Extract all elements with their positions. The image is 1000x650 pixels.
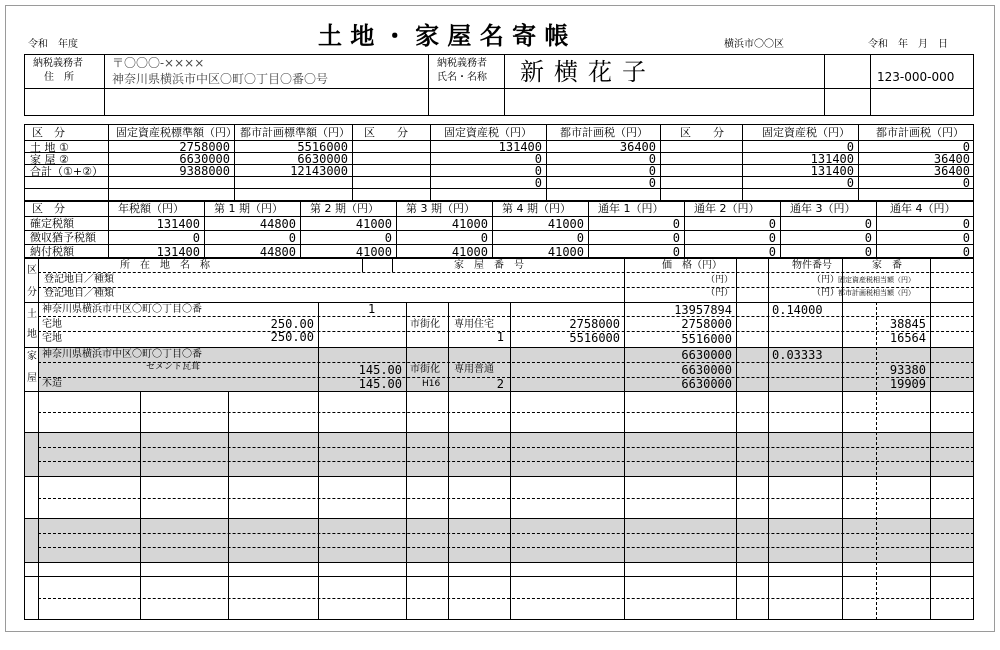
land-use: 専用住宅	[454, 319, 494, 330]
land-t2: 16564	[889, 331, 926, 345]
name-label1: 納税義務者	[437, 58, 487, 69]
hdr-price: 価 格（円）	[662, 260, 722, 271]
house-use: 専用普通	[454, 364, 494, 375]
land-rate: 0.14000	[772, 303, 823, 317]
inst-r1-c7: 0	[864, 231, 872, 245]
land-no: 1	[368, 302, 376, 316]
house-structure: 木造	[42, 378, 62, 389]
inst-h4: 第 3 期（円）	[406, 202, 475, 215]
inst-r2-c5: 0	[672, 245, 680, 259]
taxpayer-label1: 納税義務者	[33, 58, 83, 69]
date-label: 令和 年 月 日	[868, 39, 948, 50]
inst-r1-c1: 0	[288, 231, 296, 245]
sum-r2-base: 9388000	[179, 164, 230, 178]
land-price: 13957894	[674, 303, 732, 317]
sum-h7: 固定資産税（円）	[762, 126, 850, 139]
inst-r0-c8: 0	[962, 217, 970, 231]
inst-r2-c6: 0	[768, 245, 776, 259]
land-t1: 38845	[889, 317, 926, 331]
sum-h0: 区 分	[32, 126, 65, 139]
hdr-yen4: （円）	[812, 288, 840, 298]
sum-r1-city-base: 6630000	[297, 152, 348, 166]
land-count: 1	[496, 330, 504, 344]
hdr-yen3: （円）	[812, 275, 840, 285]
taxpayer-address: 神奈川県横浜市中区〇町〇丁目〇番〇号	[112, 72, 329, 86]
inst-r0-c0: 131400	[156, 217, 200, 231]
sum-r2-city-tax: 0	[648, 164, 656, 178]
hdr-city-equiv: 都市計画税相当額（円）	[838, 289, 915, 297]
sum-r0-label: 土 地 ①	[30, 141, 69, 154]
office-name: 横浜市〇〇区	[724, 39, 784, 50]
inst-h6: 通年 1（円）	[598, 202, 664, 215]
inst-r1-label: 徴収猶予税額	[30, 231, 96, 244]
house-rate: 0.03333	[772, 348, 823, 362]
inst-r2-c4: 41000	[547, 245, 584, 259]
postal-code: 〒〇〇〇-××××	[112, 56, 205, 70]
house-built: H16	[422, 379, 441, 389]
sum-r0-city-tax: 36400	[619, 140, 656, 154]
hdr-kaban: 家 番	[872, 260, 902, 271]
land-cat2: 宅地	[42, 333, 62, 344]
sum-r1-label: 家 屋 ②	[30, 153, 69, 166]
land-v2: 5516000	[569, 331, 620, 345]
side-chi: 地	[27, 329, 37, 340]
sum-h4: 固定資産税（円）	[444, 126, 532, 139]
inst-r2-c0: 131400	[156, 245, 200, 259]
sum-h1: 固定資産税標準額（円）	[116, 126, 237, 139]
land-p1: 2758000	[681, 317, 732, 331]
sum-r2-city-base: 12143000	[290, 164, 348, 178]
inst-r0-c3: 41000	[451, 217, 488, 231]
house-roof: セメント瓦葺	[146, 362, 201, 372]
land-area1: 250.00	[270, 317, 314, 331]
hdr-fixed-equiv: 固定資産税相当額（円）	[838, 276, 915, 284]
hdr-yen1: （円）	[706, 275, 734, 285]
house-t2: 19909	[889, 377, 926, 391]
name-label2: 氏名・名称	[437, 72, 487, 83]
hdr-yen2: （円）	[706, 288, 734, 298]
side-ku: 区	[27, 265, 37, 276]
inst-r2-c7: 0	[864, 245, 872, 259]
inst-r1-c5: 0	[672, 231, 680, 245]
side-ie: 家	[27, 351, 37, 362]
inst-h7: 通年 2（円）	[694, 202, 760, 215]
inst-r2-c1: 44800	[259, 245, 296, 259]
sum-r2-city-tax2: 36400	[933, 164, 970, 178]
inst-r2-c3: 41000	[451, 245, 488, 259]
inst-r0-c1: 44800	[259, 217, 296, 231]
inst-h3: 第 2 期（円）	[310, 202, 379, 215]
house-area2: 145.00	[358, 377, 402, 391]
sum-r2-tax2: 131400	[810, 164, 854, 178]
land-v1: 2758000	[569, 317, 620, 331]
hdr-property-no: 物件番号	[792, 260, 832, 271]
inst-r2-label: 納付税額	[30, 245, 74, 258]
inst-r1-c8: 0	[962, 231, 970, 245]
sum-r0-tax: 131400	[498, 140, 542, 154]
hdr-location: 所 在 地 名 称	[120, 260, 210, 271]
sum-r3-tax: 0	[534, 176, 542, 190]
house-count: 2	[496, 377, 504, 391]
hdr-sub1: 登記地目／種類	[44, 274, 114, 285]
house-zone: 市街化	[410, 364, 440, 375]
inst-r0-c6: 0	[768, 217, 776, 231]
inst-h5: 第 4 期（円）	[502, 202, 571, 215]
inst-r2-c8: 0	[962, 245, 970, 259]
house-p3: 6630000	[681, 377, 732, 391]
house-location: 神奈川県横浜市中区〇町〇丁目〇番	[42, 349, 202, 360]
side-tsuchi: 土	[27, 309, 37, 320]
hdr-sub2: 登記地目／種類	[44, 288, 114, 299]
house-t1: 93380	[889, 363, 926, 377]
taxpayer-name: 新横花子	[520, 58, 656, 86]
inst-r0-c7: 0	[864, 217, 872, 231]
land-zone: 市街化	[410, 319, 440, 330]
sum-r2-tax: 0	[534, 164, 542, 178]
inst-r2-c2: 41000	[355, 245, 392, 259]
house-p1: 6630000	[681, 348, 732, 362]
sum-h8: 都市計画税（円）	[876, 126, 964, 139]
inst-r0-label: 確定税額	[30, 217, 74, 230]
sum-r1-tax: 0	[534, 152, 542, 166]
sum-r0-city-tax2: 0	[962, 140, 970, 154]
land-location: 神奈川県横浜市中区〇町〇丁目〇番	[42, 304, 202, 315]
inst-r1-c2: 0	[384, 231, 392, 245]
sum-r1-base: 6630000	[179, 152, 230, 166]
inst-h2: 第 1 期（円）	[214, 202, 283, 215]
inst-r0-c5: 0	[672, 217, 680, 231]
sum-r0-city-base: 5516000	[297, 140, 348, 154]
side-ya: 屋	[27, 373, 37, 384]
land-area2: 250.00	[270, 330, 314, 344]
inst-r1-c0: 0	[192, 231, 200, 245]
land-p2: 5516000	[681, 332, 732, 346]
sum-h3: 区 分	[364, 126, 408, 139]
sum-h6: 区 分	[680, 126, 724, 139]
sum-r1-city-tax: 0	[648, 152, 656, 166]
taxpayer-label2: 住 所	[44, 72, 74, 83]
sum-r2-label: 合計（①+②）	[30, 165, 103, 178]
sum-r1-city-tax2: 36400	[933, 152, 970, 166]
taxpayer-number: 123-000-000	[877, 70, 955, 84]
sum-h2: 都市計画標準額（円）	[240, 126, 350, 139]
inst-r1-c4: 0	[576, 231, 584, 245]
sum-h5: 都市計画税（円）	[560, 126, 648, 139]
sum-r0-base: 2758000	[179, 140, 230, 154]
inst-r0-c2: 41000	[355, 217, 392, 231]
land-cat1: 宅地	[42, 319, 62, 330]
inst-r1-c6: 0	[768, 231, 776, 245]
sum-r3-city-tax2: 0	[962, 176, 970, 190]
inst-h9: 通年 4（円）	[890, 202, 956, 215]
side-bun: 分	[27, 287, 37, 298]
inst-r0-c4: 41000	[547, 217, 584, 231]
sum-r1-tax2: 131400	[810, 152, 854, 166]
page-title: 土 地 ・ 家 屋 名 寄 帳	[318, 22, 569, 50]
house-area1: 145.00	[358, 363, 402, 377]
inst-h8: 通年 3（円）	[790, 202, 856, 215]
era-year: 令和 年度	[28, 39, 78, 50]
inst-h0: 区 分	[32, 202, 65, 215]
house-p2: 6630000	[681, 363, 732, 377]
inst-h1: 年税額（円）	[118, 202, 184, 215]
sum-r3-tax2: 0	[846, 176, 854, 190]
inst-r1-c3: 0	[480, 231, 488, 245]
sum-r0-tax2: 0	[846, 140, 854, 154]
hdr-house-no: 家 屋 番 号	[454, 260, 524, 271]
sum-r3-city-tax: 0	[648, 176, 656, 190]
